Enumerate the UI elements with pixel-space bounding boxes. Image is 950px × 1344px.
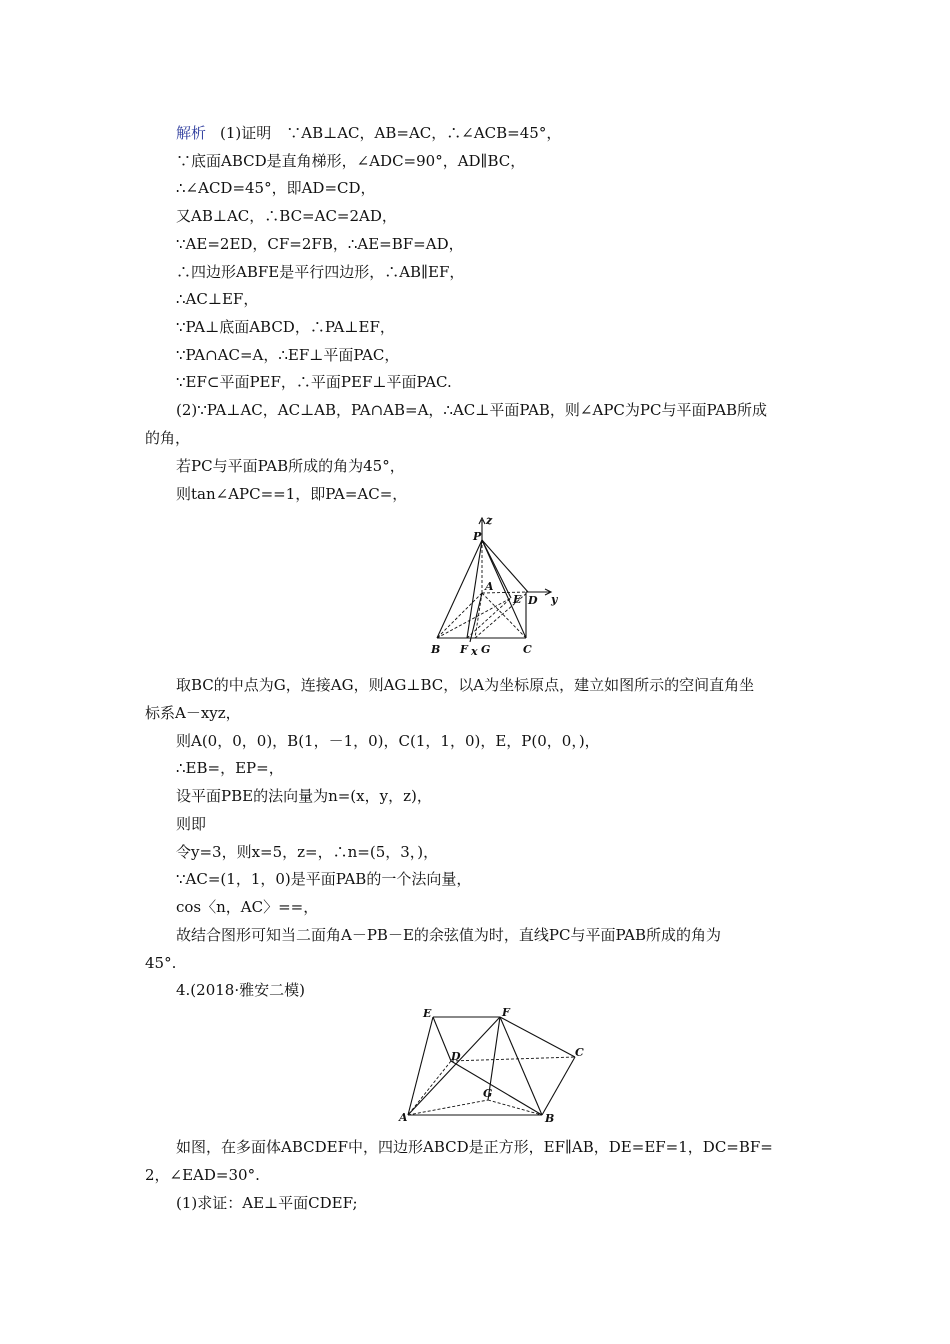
solution-label: 解析 [176, 124, 207, 142]
part2-line-1: 若PC与平面PAB所成的角为45°， [176, 457, 405, 475]
solution-line-1: 解析 (1)证明 ∵AB⊥AC，AB=AC，∴∠ACB=45°， [176, 124, 562, 142]
fig2-label-F: F [502, 1006, 510, 1019]
conclusion-cont: 45°. [145, 954, 177, 972]
problem4-header: 4.(2018·雅安二模) [176, 981, 305, 999]
solution-line-3: ∴∠ACD=45°，即AD=CD， [176, 179, 376, 197]
solution-line-4: 又AB⊥AC，∴BC=AC=2AD， [176, 207, 397, 225]
solution-line-6: ∴四边形ABFE是平行四边形，∴AB∥EF， [176, 263, 465, 281]
part3-line-7: cos〈n，AC〉==， [176, 898, 319, 916]
fig1-label-D: D [528, 594, 538, 607]
part2-start: (2)∵PA⊥AC，AC⊥AB，PA∩AB=A，∴AC⊥平面PAB，则∠APC为PC与平面PAB所成 [176, 401, 768, 419]
solution-line-9: ∵PA∩AC=A，∴EF⊥平面PAC， [176, 346, 400, 364]
part3-line-4: 则即 [176, 815, 207, 833]
fig2-label-B: B [545, 1112, 555, 1125]
problem4-statement-cont: 2，∠EAD=30°. [145, 1166, 260, 1184]
part3-line-5: 令y=3，则x=5，z=，∴n=(5，3，)， [176, 843, 439, 861]
part3-line-2: ∴EB=，EP=， [176, 759, 284, 777]
fig2-label-E: E [423, 1007, 432, 1020]
fig1-label-G: G [481, 643, 491, 656]
fig2-label-A: A [399, 1111, 408, 1124]
fig2-label-D: D [451, 1050, 461, 1063]
pyramid-coordinate-figure [425, 510, 565, 660]
part3-line-6: ∵AC=(1，1，0)是平面PAB的一个法向量， [176, 870, 472, 888]
part3-line-1: 则A(0，0，0)，B(1，－1，0)，C(1，1，0)，E，P(0，0，)， [176, 732, 600, 750]
part3-line-3: 设平面PBE的法向量为n=(x，y，z)， [176, 787, 432, 805]
fig1-label-B: B [431, 643, 441, 656]
fig1-label-P: P [473, 530, 482, 543]
conclusion-start: 故结合图形可知当二面角A－PB－E的余弦值为时，直线PC与平面PAB所成的角为 [176, 926, 722, 944]
fig2-label-C: C [575, 1046, 584, 1059]
part3-start: 取BC的中点为G，连接AG，则AG⊥BC，以A为坐标原点，建立如图所示的空间直角坐 [176, 676, 755, 694]
fig1-label-F: F [460, 643, 468, 656]
solution-line-7: ∴AC⊥EF， [176, 290, 259, 308]
solution-line-8: ∵PA⊥底面ABCD，∴PA⊥EF， [176, 318, 395, 336]
fig1-label-A: A [485, 580, 494, 593]
fig2-label-G: G [483, 1087, 493, 1100]
part2-line-2: 则tan∠APC==1，即PA=AC=， [176, 485, 408, 503]
polyhedron-figure [395, 1005, 595, 1130]
solution-line-2: ∵底面ABCD是直角梯形，∠ADC=90°，AD∥BC， [176, 152, 526, 170]
fig1-label-C: C [523, 643, 532, 656]
part3-cont: 标系A－xyz， [145, 704, 241, 722]
solution-line-5: ∵AE=2ED，CF=2FB，∴AE=BF=AD， [176, 235, 464, 253]
part2-cont: 的角， [145, 429, 191, 447]
problem4-statement-start: 如图，在多面体ABCDEF中，四边形ABCD是正方形，EF∥AB，DE=EF=1，DC=BF= [176, 1138, 773, 1156]
fig1-label-E: E [513, 593, 522, 606]
solution-line-10: ∵EF⊂平面PEF，∴平面PEF⊥平面PAC. [176, 373, 452, 391]
fig1-label-x: x [471, 645, 478, 658]
fig1-label-y: y [551, 593, 558, 606]
problem4-question-1: (1)求证：AE⊥平面CDEF; [176, 1194, 358, 1212]
fig1-label-z: z [486, 514, 493, 527]
